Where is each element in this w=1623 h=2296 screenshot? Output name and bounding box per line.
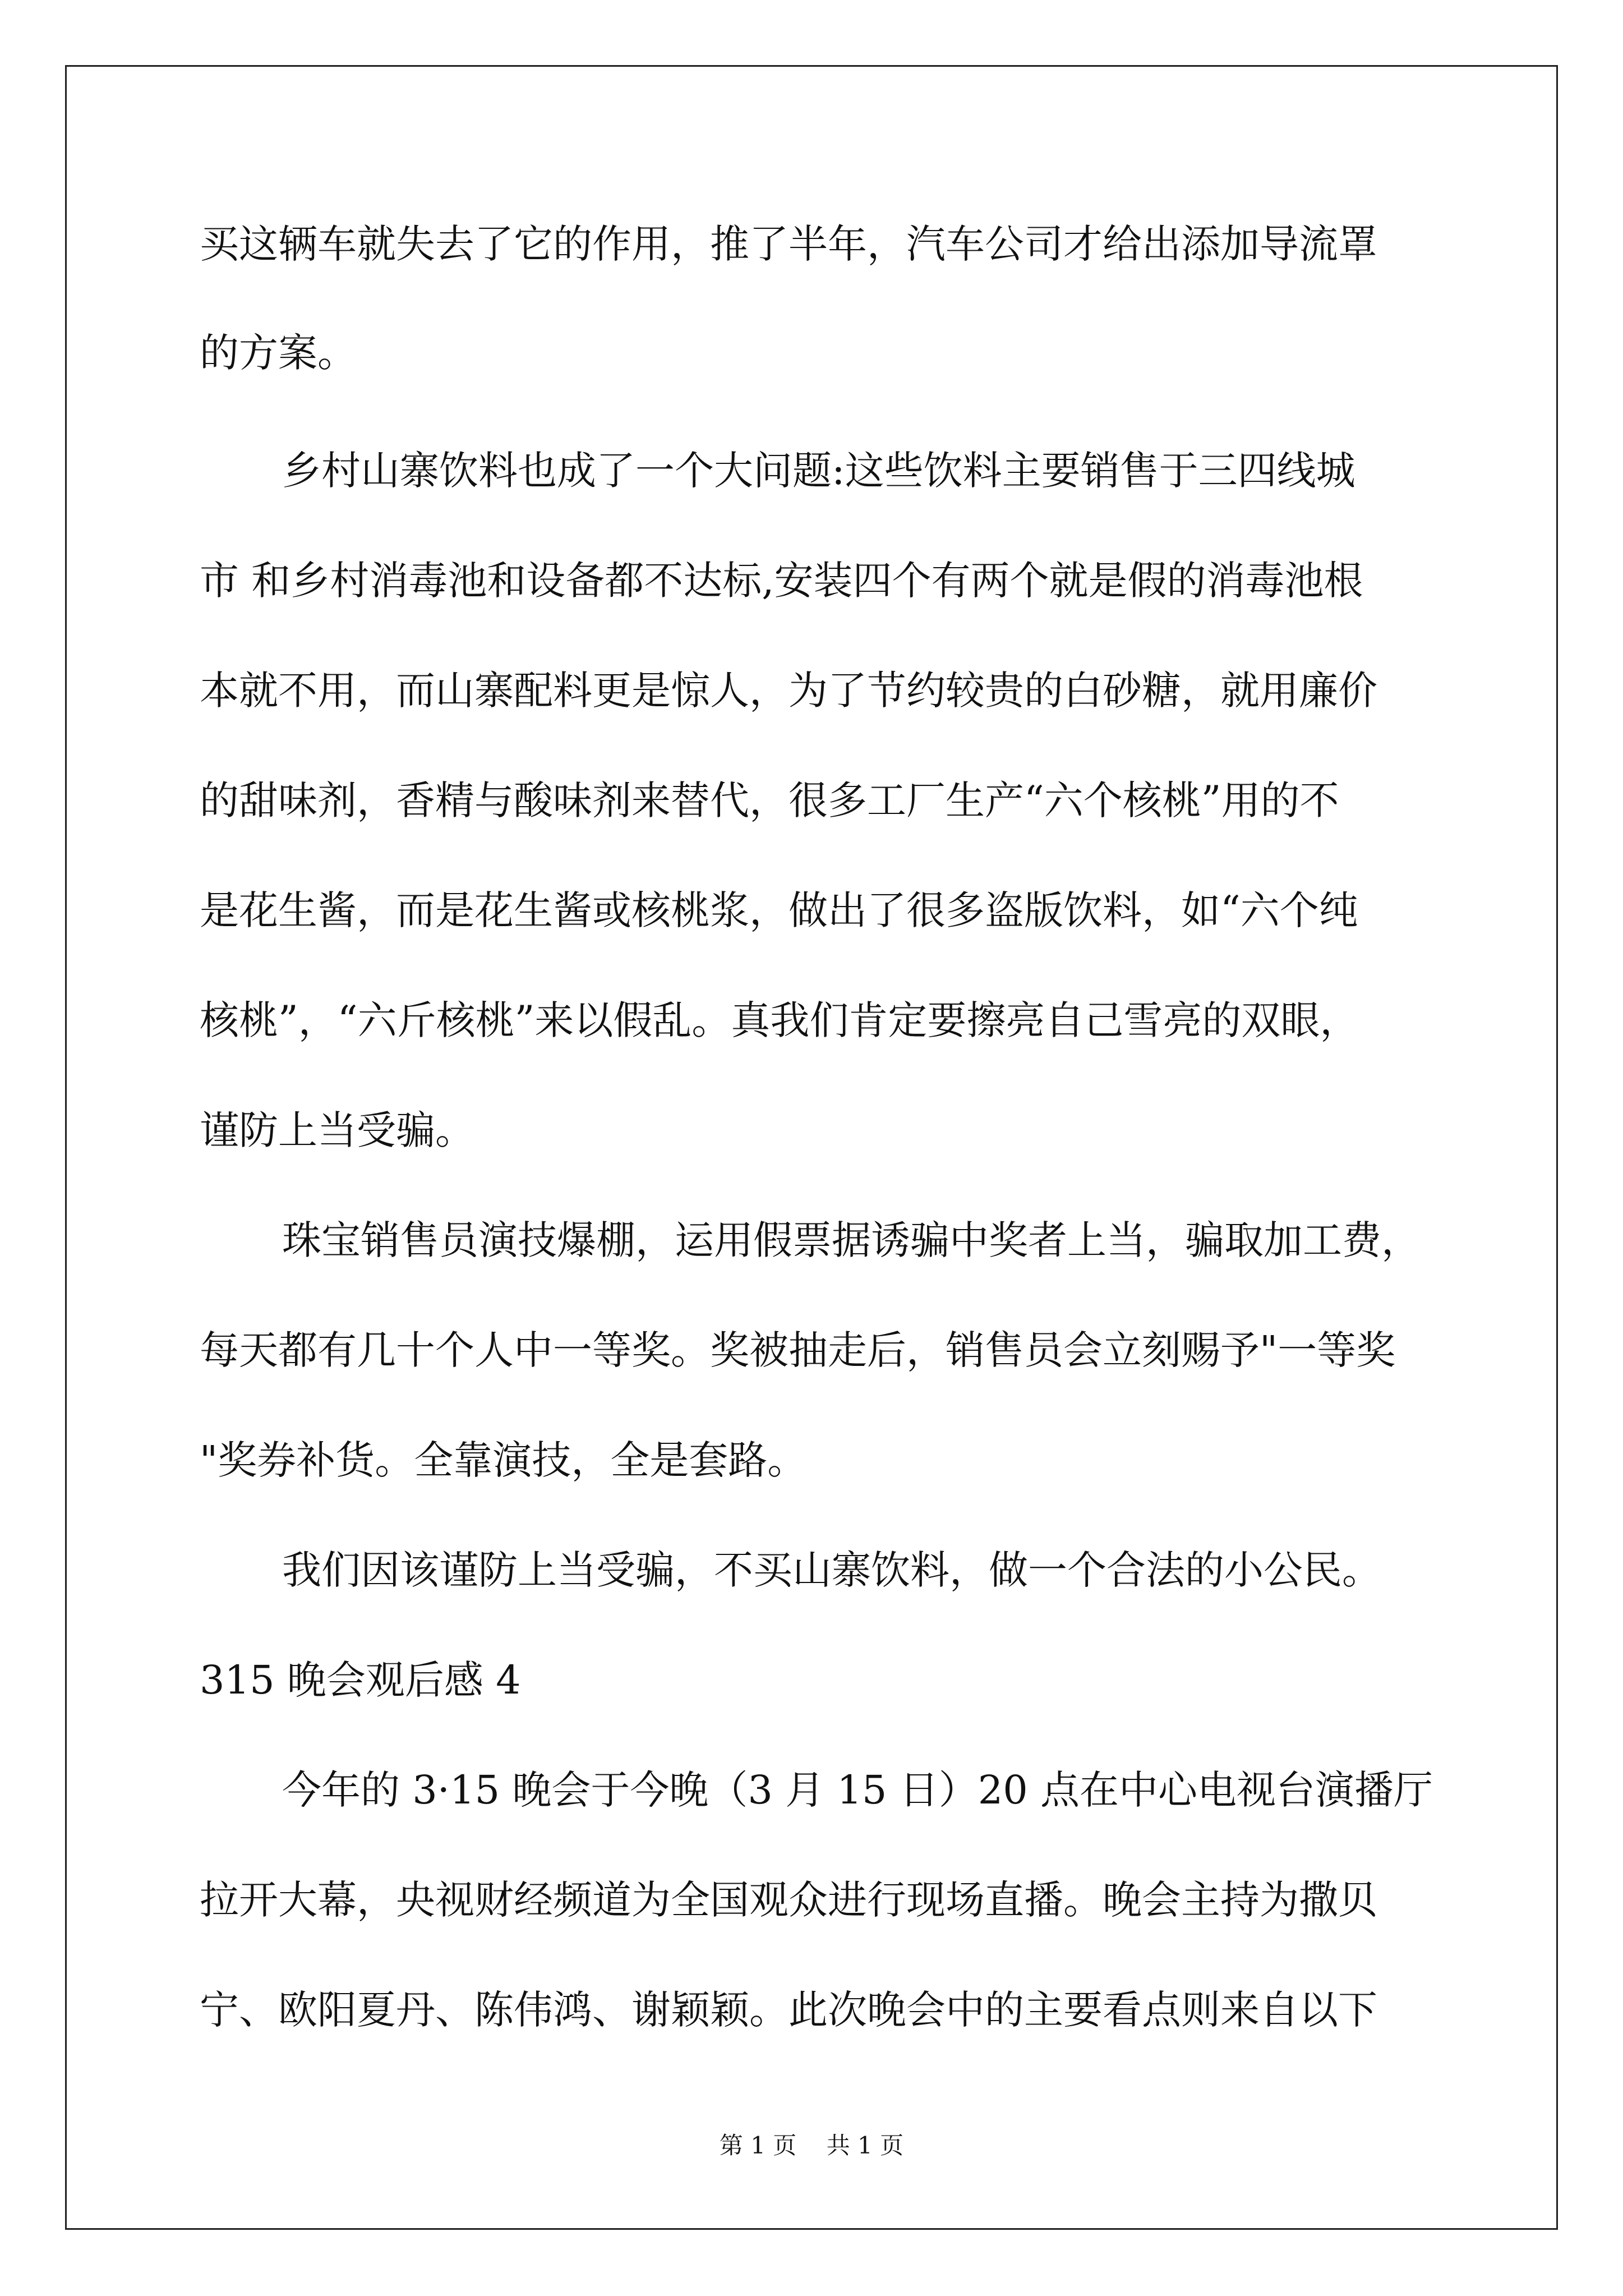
page-footer: 第 1 页 共 1 页 [719, 2132, 904, 2159]
text-line: "奖券补货。全靠演技，全是套路。 [200, 1437, 807, 1483]
text-line: 的方案。 [200, 330, 357, 376]
paragraph-start-line: 珠宝销售员演技爆棚，运用假票据诱骗中奖者上当，骗取加工费， [282, 1217, 1421, 1263]
text-line: 每天都有几十个人中一等奖。奖被抽走后，销售员会立刻赐予"一等奖 [200, 1327, 1396, 1373]
text-line: 本就不用，而山寨配料更是惊人，为了节约较贵的白砂糖，就用廉价 [200, 668, 1377, 714]
paragraph-start-line: 今年的 3·15 晚会于今晚（3 月 15 日）20 点在中心电视台演播厅 [282, 1767, 1433, 1813]
text-line: 宁、欧阳夏丹、陈伟鸿、谢颖颖。此次晚会中的主要看点则来自以下 [200, 1987, 1377, 2033]
section-heading: 315 晚会观后感 4 [200, 1657, 521, 1703]
paragraph-start-line: 我们因该谨防上当受骗，不买山寨饮料，做一个合法的小公民。 [282, 1547, 1381, 1593]
text-line: 买这辆车就失去了它的作用，推了半年，汽车公司才给出添加导流罩 [200, 221, 1377, 267]
text-line: 是花生酱，而是花生酱或核桃浆，做出了很多盗版饮料，如“六个纯 [200, 887, 1358, 933]
text-line: 市 和乡村消毒池和设备都不达标,安装四个有两个就是假的消毒池根 [200, 558, 1363, 604]
text-line: 核桃”，“六斤核桃”来以假乱。真我们肯定要擦亮自己雪亮的双眼， [200, 997, 1359, 1043]
text-line: 的甜味剂，香精与酸味剂来替代，很多工厂生产“六个核桃”用的不 [200, 777, 1339, 823]
text-line: 谨防上当受骗。 [200, 1107, 474, 1153]
text-line: 拉开大幕，央视财经频道为全国观众进行现场直播。晚会主持为撒贝 [200, 1877, 1377, 1923]
paragraph-start-line: 乡村山寨饮料也成了一个大问题:这些饮料主要销售于三四线城 [282, 448, 1355, 494]
